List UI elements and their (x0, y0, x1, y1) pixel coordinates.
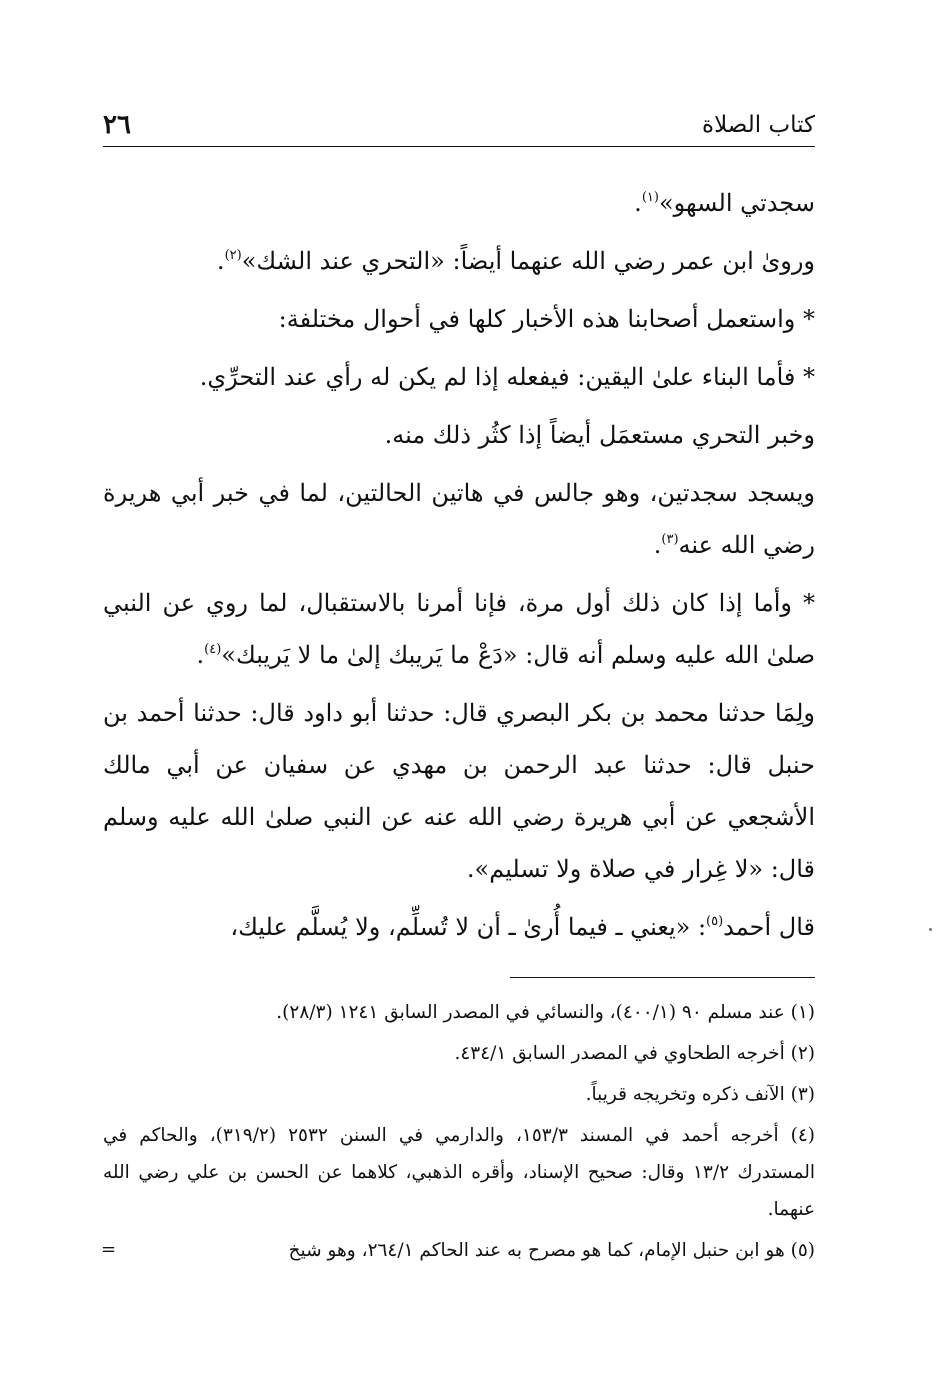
main-text (103, 177, 815, 953)
footnote-ref[interactable]: (٥) (706, 914, 724, 929)
paragraph: * وأما إذا كان ذلك أول مرة، فإنا أمرنا بالاستقبال، لما روي عن النبي صلىٰ الله عليه وسلم أنه قال: «دَعْ ما يَريبك إلىٰ ما لا يَريبك»$^{(٤)}$. (103, 589, 815, 669)
footnote: (٥) هو ابن حنبل الإمام، كما هو مصرح به عند الحاكم ٢٦٤/١، وهو شيخ (288, 1240, 815, 1261)
running-title: كتاب الصلاة (702, 112, 815, 138)
paragraph: وخبر التحري مستعمَل أيضاً إذا كثُر ذلك منه. (384, 421, 815, 449)
paragraph: سجدتي السهو»$^{(١)}$. (634, 189, 815, 217)
footnotes (103, 994, 815, 1269)
paragraph: وروىٰ ابن عمر رضي الله عنهما أيضاً: «التحري عند الشك»$^{(٢)}$. (216, 247, 815, 275)
footnote-ref[interactable]: (٤) (204, 642, 222, 657)
continuation-mark: = (101, 1239, 117, 1260)
document-page (103, 100, 815, 1273)
paragraph: * واستعمل أصحابنا هذه الأخبار كلها في أحوال مختلفة: (278, 305, 815, 333)
footnote: (١) عند مسلم ٩٠ (٤٠٠/١)، والنسائي في المصدر السابق ١٢٤١ (٢٨/٣). (276, 1002, 815, 1023)
page-number: ٢٦ (103, 110, 131, 140)
paragraph: * فأما البناء علىٰ اليقين: فيفعله إذا لم يكن له رأي عند التحرِّي. (199, 363, 815, 391)
page-header (103, 100, 815, 147)
footnote: (٢) أخرجه الطحاوي في المصدر السابق ٤٣٤/١. (454, 1043, 815, 1064)
paragraph: قال أحمد$^{(٥)}$: «يعني ـ فيما أُرىٰ ـ أن لا تُسلِّم، ولا يُسلَّم عليك، (230, 913, 815, 941)
paragraph: ويسجد سجدتين، وهو جالس في هاتين الحالتين، لما في خبر أبي هريرة رضي الله عنه$^{(٣)}$. (103, 479, 815, 559)
footnote-ref[interactable]: (٣) (661, 532, 679, 547)
footnote-ref[interactable]: (٢) (224, 248, 242, 263)
footnote-separator (510, 977, 815, 978)
footnote-ref[interactable]: (١) (641, 190, 659, 205)
footnote: (٤) أخرجه أحمد في المسند ١٥٣/٣، والدارمي في السنن ٢٥٣٢ (٣١٩/٢)، والحاكم في المستدرك ١٣/٢ وقال: صحيح الإسناد، وأقره الذهبي، كلاهما عن الحسن بن علي رضي الله عنهما. (103, 1125, 815, 1220)
paragraph: ولِمَا حدثنا محمد بن بكر البصري قال: حدثنا أبو داود قال: حدثنا أحمد بن حنبل قال: حدثنا عبد الرحمن بن مهدي عن سفيان عن أبي مالك الأشجعي عن أبي هريرة رضي الله عنه عن النبي صلىٰ الله عليه وسلم قال: «لا غِرار في صلاة ولا تسليم». (103, 699, 815, 883)
footnote: (٣) الآنف ذكره وتخريجه قريباً. (585, 1084, 815, 1105)
scan-speck (929, 928, 932, 931)
